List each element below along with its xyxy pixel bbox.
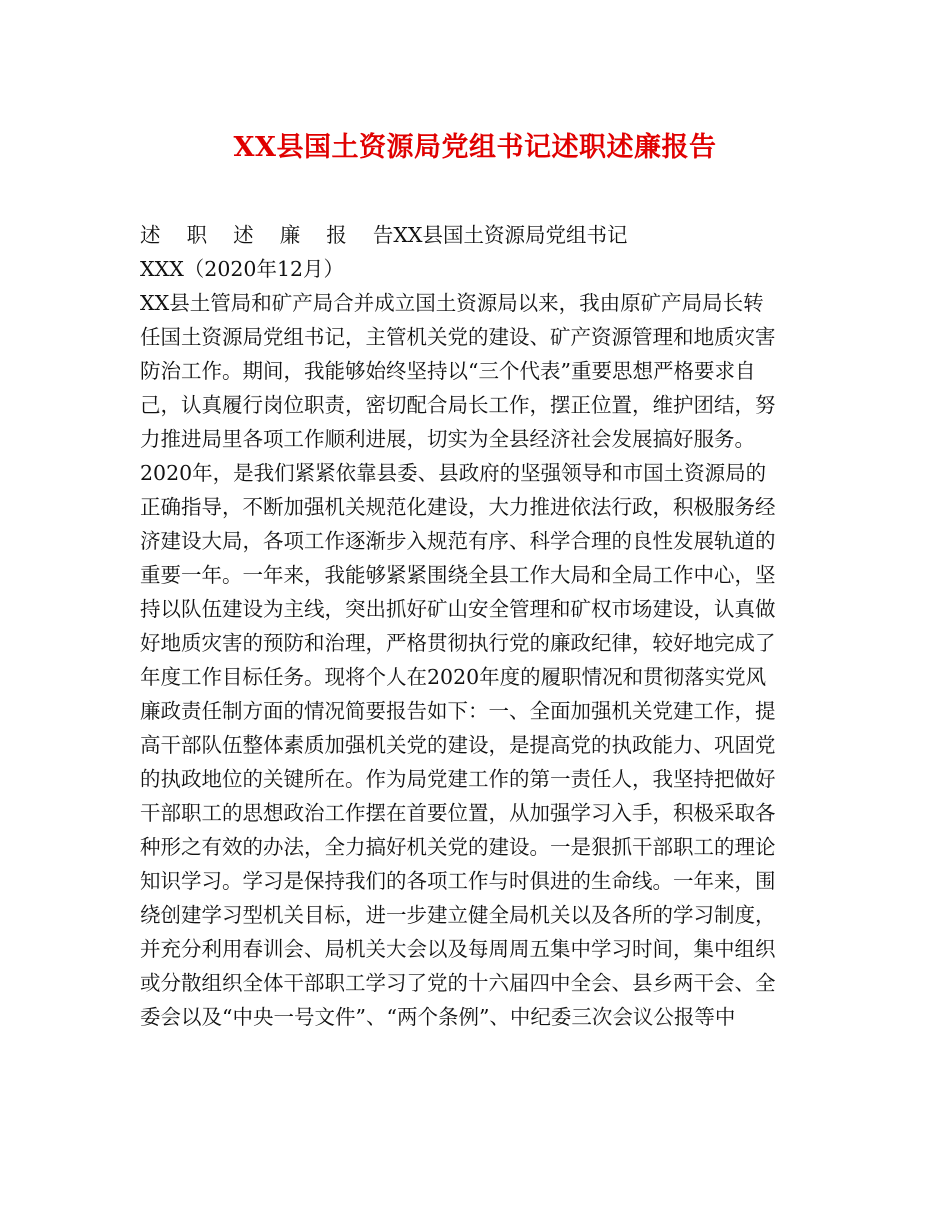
body-line: 干部职工的思想政治工作摆在首要位置，从加强学习入手，积极采取各: [140, 801, 776, 825]
body-line: 高干部队伍整体素质加强机关党的建设，是提高党的执政能力、巩固党: [140, 733, 776, 757]
body-line: 任国土资源局党组书记，主管机关党的建设、矿产资源管理和地质灾害: [140, 325, 776, 349]
body-line: 重要一年。一年来，我能够紧紧围绕全县工作大局和全局工作中心，坚: [140, 563, 776, 587]
body-line: XX县土管局和矿产局合并成立国土资源局以来，我由原矿产局局长转: [140, 291, 764, 315]
body-line: 济建设大局，各项工作逐渐步入规范有序、科学合理的良性发展轨道的: [140, 529, 776, 553]
body-line: 廉政责任制方面的情况简要报告如下：一、全面加强机关党建工作，提: [140, 699, 776, 723]
body-line: 述 职 述 廉 报 告XX县国土资源局党组书记: [140, 223, 628, 247]
body-line: 绕创建学习型机关目标，进一步建立健全局机关以及各所的学习制度，: [140, 903, 776, 927]
body-line: 正确指导，不断加强机关规范化建设，大力推进依法行政，积极服务经: [140, 495, 776, 519]
body-line: XXX（2020年12月）: [140, 257, 345, 281]
body-line: 己，认真履行岗位职责，密切配合局长工作，摆正位置，维护团结，努: [140, 393, 776, 417]
body-line: 委会以及“中央一号文件”、“两个条例”、中纪委三次会议公报等中: [140, 1005, 736, 1029]
body-line: 知识学习。学习是保持我们的各项工作与时俱进的生命线。一年来，围: [140, 869, 776, 893]
body-line: 防治工作。期间，我能够始终坚持以“三个代表”重要思想严格要求自: [140, 359, 756, 383]
body-line: 2020年，是我们紧紧依靠县委、县政府的坚强领导和市国土资源局的: [140, 461, 767, 485]
document-body: [140, 218, 830, 1034]
body-line: 好地质灾害的预防和治理，严格贯彻执行党的廉政纪律，较好地完成了: [140, 631, 776, 655]
document-title: XX县国土资源局党组书记述职述廉报告: [233, 132, 717, 163]
body-line: 并充分利用春训会、局机关大会以及每周周五集中学习时间，集中组织: [140, 937, 776, 961]
body-line: 年度工作目标任务。现将个人在2020年度的履职情况和贯彻落实党风: [140, 665, 767, 689]
body-line: 或分散组织全体干部职工学习了党的十六届四中全会、县乡两干会、全: [140, 971, 776, 995]
body-line: 的执政地位的关键所在。作为局党建工作的第一责任人，我坚持把做好: [140, 767, 776, 791]
body-line: 力推进局里各项工作顺利进展，切实为全县经济社会发展搞好服务。: [140, 427, 755, 451]
body-line: 种形之有效的办法，全力搞好机关党的建设。一是狠抓干部职工的理论: [140, 835, 776, 859]
body-line: 持以队伍建设为主线，突出抓好矿山安全管理和矿权市场建设，认真做: [140, 597, 776, 621]
